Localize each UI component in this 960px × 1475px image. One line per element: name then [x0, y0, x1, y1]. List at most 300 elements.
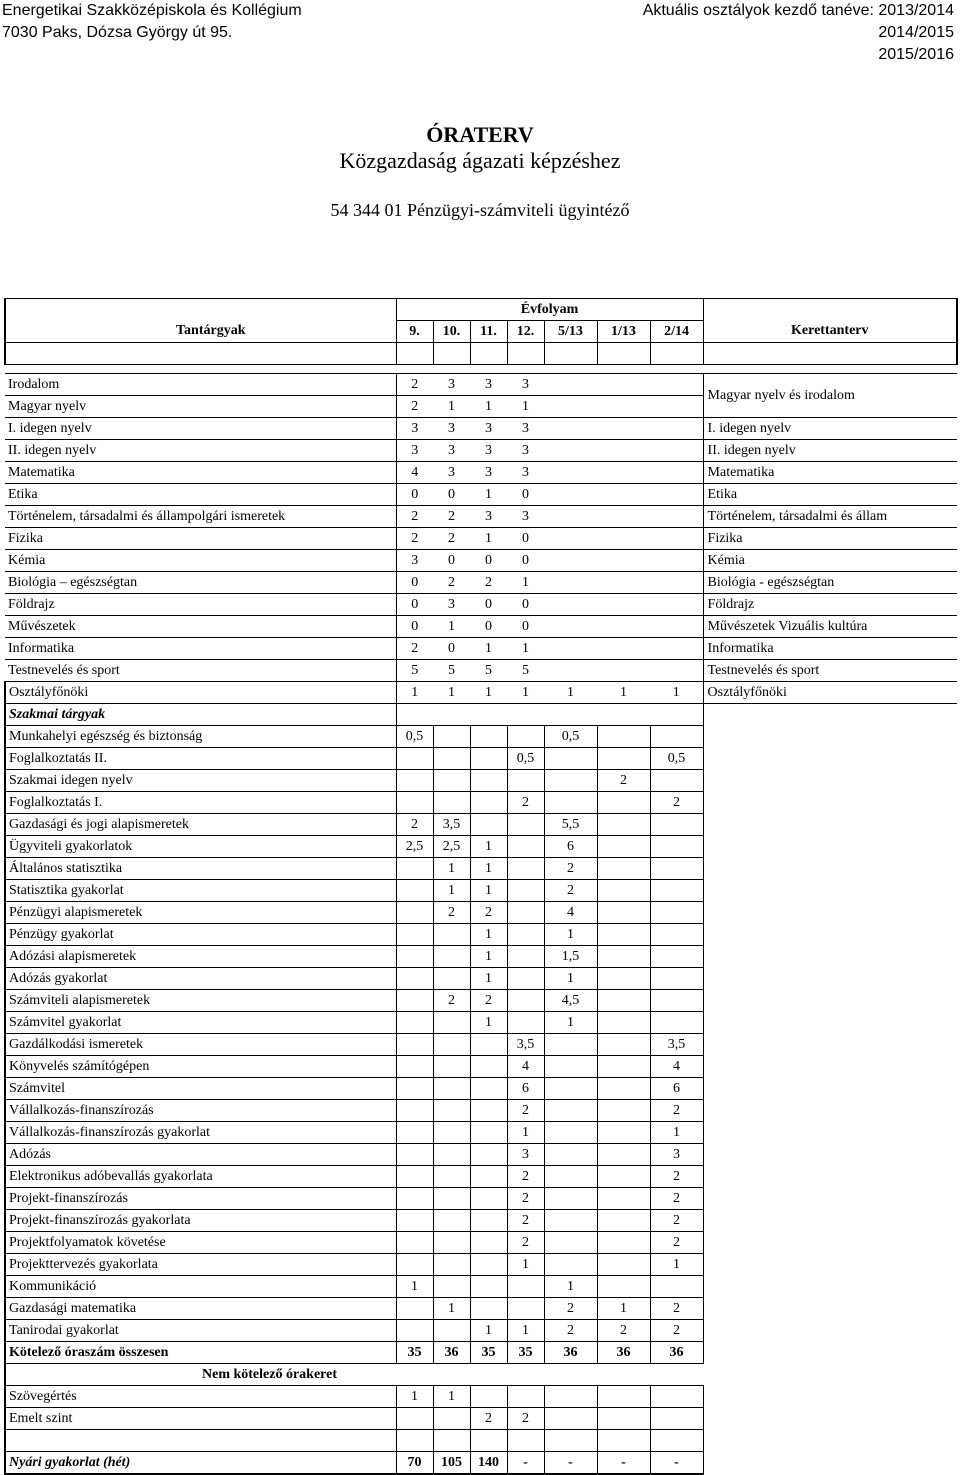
hour-cell: [544, 440, 597, 462]
hour-cell: 3: [470, 374, 507, 396]
subject-name: Magyar nyelv: [5, 396, 396, 418]
hour-cell: [597, 1144, 650, 1166]
hour-cell: 35: [396, 1342, 433, 1364]
header-row-grades: [5, 321, 957, 343]
szakmai-row: [5, 1034, 957, 1056]
hour-cell: [470, 1100, 507, 1122]
hour-cell: [544, 1210, 597, 1232]
hour-cell: 1: [544, 682, 597, 704]
subject-name: II. idegen nyelv: [5, 440, 396, 462]
szakmai-row: [5, 770, 957, 792]
kerettanterv-cell: Informatika: [703, 638, 957, 660]
hour-cell: 2: [650, 1232, 703, 1254]
header-spacer-cell: [433, 343, 470, 365]
hour-cell: [544, 1408, 597, 1430]
hour-cell: [470, 1122, 507, 1144]
empty-cell: [703, 1100, 957, 1122]
header-grade: 1/13: [597, 321, 650, 343]
hour-cell: [597, 528, 650, 550]
hour-cell: 1: [433, 1298, 470, 1320]
empty-cell: [703, 1056, 957, 1078]
hour-cell: [650, 726, 703, 748]
empty-cell: [396, 704, 433, 726]
hour-cell: [544, 660, 597, 682]
hour-cell: 5,5: [544, 814, 597, 836]
hour-cell: [544, 770, 597, 792]
optional-row: [5, 1386, 957, 1408]
subject-row: [5, 572, 957, 594]
hour-cell: 2: [396, 528, 433, 550]
kerettanterv-cell: Testnevelés és sport: [703, 660, 957, 682]
hour-cell: [433, 1188, 470, 1210]
hour-cell: 1: [470, 1012, 507, 1034]
szakmai-row: [5, 1078, 957, 1100]
subject-name: Pénzügy gyakorlat: [5, 924, 396, 946]
hour-cell: 1: [470, 858, 507, 880]
hour-cell: [507, 1276, 544, 1298]
qualification-title: 54 344 01 Pénzügyi-számviteli ügyintéző: [330, 200, 630, 220]
kerettanterv-cell: Fizika: [703, 528, 957, 550]
hour-cell: [597, 484, 650, 506]
subject-name: Kötelező óraszám összesen: [5, 1342, 396, 1364]
hour-cell: -: [650, 1452, 703, 1475]
hour-cell: [470, 1056, 507, 1078]
hour-cell: [597, 462, 650, 484]
header-evfolyam: Évfolyam: [396, 299, 703, 321]
szakmai-row: [5, 1210, 957, 1232]
empty-cell: [703, 1210, 957, 1232]
hour-cell: [433, 1056, 470, 1078]
hour-cell: 0: [396, 572, 433, 594]
hour-cell: [544, 1100, 597, 1122]
hour-cell: [597, 814, 650, 836]
subject-name: Pénzügyi alapismeretek: [5, 902, 396, 924]
szakmai-row: [5, 858, 957, 880]
hour-cell: [396, 1122, 433, 1144]
subject-name: Projekttervezés gyakorlata: [5, 1254, 396, 1276]
hour-cell: [507, 770, 544, 792]
hour-cell: 2: [544, 858, 597, 880]
hour-cell: [396, 1298, 433, 1320]
subject-name: Történelem, társadalmi és állampolgári ismeretek: [5, 506, 396, 528]
hour-cell: [396, 1034, 433, 1056]
gap-cell: [650, 1430, 703, 1452]
hour-cell: 5: [396, 660, 433, 682]
kerettanterv-cell: Etika: [703, 484, 957, 506]
nyari-row: [5, 1452, 957, 1475]
gap-cell: [703, 1430, 957, 1452]
hour-cell: 3: [396, 440, 433, 462]
hour-cell: 35: [507, 1342, 544, 1364]
hour-cell: [507, 968, 544, 990]
hour-cell: [597, 726, 650, 748]
hour-cell: [470, 1254, 507, 1276]
empty-cell: [703, 1232, 957, 1254]
hour-cell: 6: [650, 1078, 703, 1100]
hour-cell: 3: [507, 506, 544, 528]
hour-cell: [396, 748, 433, 770]
hour-cell: [544, 1144, 597, 1166]
szakmai-row: [5, 1254, 957, 1276]
hour-cell: [507, 836, 544, 858]
hour-cell: 1: [396, 1386, 433, 1408]
hour-cell: 2: [433, 528, 470, 550]
hour-cell: 2: [507, 792, 544, 814]
hour-cell: [597, 660, 650, 682]
hour-cell: 3: [470, 462, 507, 484]
hour-cell: [597, 1122, 650, 1144]
hour-cell: 2: [433, 506, 470, 528]
hour-cell: [507, 1386, 544, 1408]
hour-cell: [433, 1320, 470, 1342]
hour-cell: [650, 594, 703, 616]
hour-cell: [650, 902, 703, 924]
hour-cell: [650, 968, 703, 990]
hour-cell: 2: [433, 990, 470, 1012]
hour-cell: [433, 1210, 470, 1232]
gap-cell: [544, 1430, 597, 1452]
hour-cell: 1: [433, 880, 470, 902]
header-spacer-cell: [597, 343, 650, 365]
hour-cell: 1: [470, 1320, 507, 1342]
hour-cell: 1,5: [544, 946, 597, 968]
subject-row: [5, 616, 957, 638]
empty-cell: [703, 1342, 957, 1364]
hour-cell: 2: [396, 638, 433, 660]
gap-cell: [396, 1430, 433, 1452]
hour-cell: [597, 1188, 650, 1210]
szakmai-row: [5, 1056, 957, 1078]
empty-cell: [703, 1298, 957, 1320]
hour-cell: 2: [470, 1408, 507, 1430]
hour-cell: 0,5: [507, 748, 544, 770]
hour-cell: [544, 528, 597, 550]
hour-cell: 2: [507, 1210, 544, 1232]
subject-name: Gazdálkodási ismeretek: [5, 1034, 396, 1056]
kerettanterv-cell: Matematika: [703, 462, 957, 484]
subject-name: Osztályfőnöki: [5, 682, 396, 704]
szakmai-row: [5, 748, 957, 770]
subject-name: Foglalkoztatás I.: [5, 792, 396, 814]
hour-cell: [544, 748, 597, 770]
hour-cell: [544, 506, 597, 528]
subject-name: Matematika: [5, 462, 396, 484]
hour-cell: 6: [507, 1078, 544, 1100]
empty-cell: [703, 902, 957, 924]
hour-cell: 36: [433, 1342, 470, 1364]
subject-row: [5, 528, 957, 550]
hour-cell: 2: [507, 1166, 544, 1188]
header-grade: 5/13: [544, 321, 597, 343]
hour-cell: 0: [470, 616, 507, 638]
gap-cell: [433, 1430, 470, 1452]
empty-cell: [597, 704, 650, 726]
empty-cell: [703, 1386, 957, 1408]
hour-cell: [433, 968, 470, 990]
hour-cell: 3: [433, 440, 470, 462]
empty-cell: [703, 1320, 957, 1342]
hour-cell: 2: [650, 1188, 703, 1210]
hour-cell: 2: [396, 814, 433, 836]
hour-cell: 2,5: [396, 836, 433, 858]
hour-cell: 0: [433, 638, 470, 660]
header-spacer-cell: [5, 343, 396, 365]
hour-cell: 2: [433, 572, 470, 594]
subject-name: Projekt-finanszírozás gyakorlata: [5, 1210, 396, 1232]
empty-cell: [703, 1034, 957, 1056]
szakmai-row: [5, 990, 957, 1012]
hour-cell: [544, 418, 597, 440]
hour-cell: 0: [507, 616, 544, 638]
hour-cell: [433, 1408, 470, 1430]
hour-cell: 1: [470, 682, 507, 704]
hour-cell: [544, 572, 597, 594]
hour-cell: [597, 440, 650, 462]
empty-cell: [703, 748, 957, 770]
hour-cell: [650, 638, 703, 660]
hour-cell: [597, 792, 650, 814]
kerettanterv-cell: I. idegen nyelv: [703, 418, 957, 440]
hour-cell: [433, 1166, 470, 1188]
subject-name: Emelt szint: [5, 1408, 396, 1430]
empty-cell: [703, 704, 957, 726]
hour-cell: [507, 858, 544, 880]
szakmai-row: [5, 946, 957, 968]
hour-cell: 2: [650, 1210, 703, 1232]
hour-cell: 1: [470, 528, 507, 550]
hour-cell: [507, 902, 544, 924]
hour-cell: 3: [470, 440, 507, 462]
hour-cell: [470, 1298, 507, 1320]
szakmai-row: [5, 1276, 957, 1298]
hour-cell: 1: [470, 638, 507, 660]
subject-name: Vállalkozás-finanszírozás: [5, 1100, 396, 1122]
nem-kotelezo-label: Nem kötelező órakeret: [5, 1364, 544, 1386]
subject-name: Adózás gyakorlat: [5, 968, 396, 990]
subject-name: Irodalom: [5, 374, 396, 396]
hour-cell: 1: [433, 1386, 470, 1408]
hour-cell: [507, 1012, 544, 1034]
subject-row: [5, 550, 957, 572]
hour-cell: 2: [597, 1320, 650, 1342]
hour-cell: 3: [507, 440, 544, 462]
hour-cell: 0: [507, 594, 544, 616]
hour-cell: [597, 594, 650, 616]
empty-cell: [703, 1452, 957, 1475]
hour-cell: [650, 880, 703, 902]
hour-cell: -: [544, 1452, 597, 1475]
empty-cell: [703, 1254, 957, 1276]
hour-cell: 5: [507, 660, 544, 682]
hour-cell: [507, 990, 544, 1012]
szakmai-row: [5, 880, 957, 902]
subject-row: [5, 506, 957, 528]
empty-cell: [433, 704, 470, 726]
hour-cell: [597, 1100, 650, 1122]
hour-cell: [433, 1144, 470, 1166]
hour-cell: [396, 1078, 433, 1100]
hour-cell: [650, 572, 703, 594]
hour-cell: 2: [544, 880, 597, 902]
header-grade: 2/14: [650, 321, 703, 343]
hour-cell: 2: [544, 1320, 597, 1342]
hour-cell: [650, 616, 703, 638]
subject-row: [5, 418, 957, 440]
hour-cell: [544, 1386, 597, 1408]
header-spacer-cell: [544, 343, 597, 365]
hour-cell: [396, 1232, 433, 1254]
subject-name: Gazdasági és jogi alapismeretek: [5, 814, 396, 836]
hour-cell: 1: [396, 682, 433, 704]
hour-cell: [650, 440, 703, 462]
hour-cell: [650, 528, 703, 550]
kerettanterv-cell: Művészetek Vizuális kultúra: [703, 616, 957, 638]
hour-cell: [396, 902, 433, 924]
hour-cell: 0: [507, 484, 544, 506]
hour-cell: [597, 902, 650, 924]
hour-cell: [597, 1254, 650, 1276]
hour-cell: [470, 1210, 507, 1232]
empty-cell: [703, 1166, 957, 1188]
szakmai-row: [5, 1188, 957, 1210]
empty-cell: [703, 880, 957, 902]
hour-cell: [544, 1232, 597, 1254]
nyari-label: Nyári gyakorlat (hét): [5, 1452, 396, 1475]
hour-cell: 0: [396, 484, 433, 506]
hour-cell: [396, 946, 433, 968]
hour-cell: 36: [544, 1342, 597, 1364]
hour-cell: [433, 1276, 470, 1298]
hour-cell: 1: [544, 1012, 597, 1034]
hour-cell: 3: [396, 550, 433, 572]
subject-name: Általános statisztika: [5, 858, 396, 880]
hour-cell: 1: [650, 682, 703, 704]
header-spacer-cell: [396, 343, 433, 365]
hour-cell: [544, 1188, 597, 1210]
subject-name: Informatika: [5, 638, 396, 660]
hour-cell: 3: [433, 374, 470, 396]
hour-cell: 1: [597, 682, 650, 704]
hour-cell: 2: [544, 1298, 597, 1320]
empty-cell: [703, 1188, 957, 1210]
hour-cell: 3: [470, 418, 507, 440]
subject-name: Ügyviteli gyakorlatok: [5, 836, 396, 858]
hour-cell: 4: [507, 1056, 544, 1078]
subject-name: Földrajz: [5, 594, 396, 616]
hour-cell: [470, 1188, 507, 1210]
subject-name: Etika: [5, 484, 396, 506]
hour-cell: 1: [507, 1320, 544, 1342]
hour-cell: [597, 638, 650, 660]
hour-cell: -: [597, 1452, 650, 1475]
szakmai-row: [5, 726, 957, 748]
hour-cell: [396, 858, 433, 880]
subject-name: Szakmai idegen nyelv: [5, 770, 396, 792]
hour-cell: 3,5: [433, 814, 470, 836]
hour-cell: [650, 418, 703, 440]
hour-cell: 0: [470, 550, 507, 572]
kerettanterv-cell: Kémia: [703, 550, 957, 572]
hour-cell: 3: [507, 462, 544, 484]
empty-cell: [703, 946, 957, 968]
hour-cell: 1: [544, 924, 597, 946]
subject-name: Fizika: [5, 528, 396, 550]
section-row: [5, 704, 957, 726]
subject-name: Számvitel: [5, 1078, 396, 1100]
hour-cell: [650, 1408, 703, 1430]
subject-name: Foglalkoztatás II.: [5, 748, 396, 770]
empty-cell: [703, 1012, 957, 1034]
hour-cell: 3: [433, 462, 470, 484]
hour-cell: [470, 792, 507, 814]
hour-cell: [544, 1166, 597, 1188]
subject-name: Adózás: [5, 1144, 396, 1166]
hour-cell: [396, 1320, 433, 1342]
subject-name: Projekt-finanszírozás: [5, 1188, 396, 1210]
hour-cell: [544, 1056, 597, 1078]
hour-cell: [650, 550, 703, 572]
hour-cell: 1: [433, 396, 470, 418]
subject-name: Biológia – egészségtan: [5, 572, 396, 594]
hour-cell: [433, 1122, 470, 1144]
hour-cell: [544, 594, 597, 616]
hour-cell: 0: [396, 616, 433, 638]
gap-cell: [507, 1430, 544, 1452]
hour-cell: 1: [650, 1122, 703, 1144]
hour-cell: [396, 1144, 433, 1166]
header-grade: 10.: [433, 321, 470, 343]
hour-cell: [544, 638, 597, 660]
header-blank: [703, 299, 957, 321]
gap-cell: [5, 1430, 396, 1452]
hour-cell: [650, 396, 703, 418]
hour-cell: 1: [396, 1276, 433, 1298]
hour-cell: [650, 1276, 703, 1298]
subject-row: [5, 462, 957, 484]
hour-cell: [597, 1166, 650, 1188]
hour-cell: [544, 484, 597, 506]
hour-cell: 1: [433, 616, 470, 638]
kerettanterv-cell: Történelem, társadalmi és állam: [703, 506, 957, 528]
subject-name: Testnevelés és sport: [5, 660, 396, 682]
hour-cell: [650, 836, 703, 858]
hour-cell: 0: [433, 550, 470, 572]
hour-cell: [433, 924, 470, 946]
szakmai-row: [5, 1298, 957, 1320]
hour-cell: [470, 770, 507, 792]
optional-row: [5, 1408, 957, 1430]
empty-cell: [703, 1276, 957, 1298]
hour-cell: 0: [507, 528, 544, 550]
hour-cell: [396, 1100, 433, 1122]
empty-cell: [703, 1144, 957, 1166]
hour-cell: 2: [597, 770, 650, 792]
hour-cell: [433, 1078, 470, 1100]
hour-cell: 2,5: [433, 836, 470, 858]
szakmai-row: [5, 1166, 957, 1188]
subject-name: Tanirodai gyakorlat: [5, 1320, 396, 1342]
header-spacer-cell: [703, 343, 957, 365]
hour-cell: [597, 968, 650, 990]
hour-cell: 1: [470, 484, 507, 506]
hour-cell: [597, 946, 650, 968]
hour-cell: [470, 814, 507, 836]
hour-cell: [597, 506, 650, 528]
hour-cell: [544, 550, 597, 572]
hour-cell: [433, 770, 470, 792]
hour-cell: [597, 858, 650, 880]
hour-cell: [650, 462, 703, 484]
